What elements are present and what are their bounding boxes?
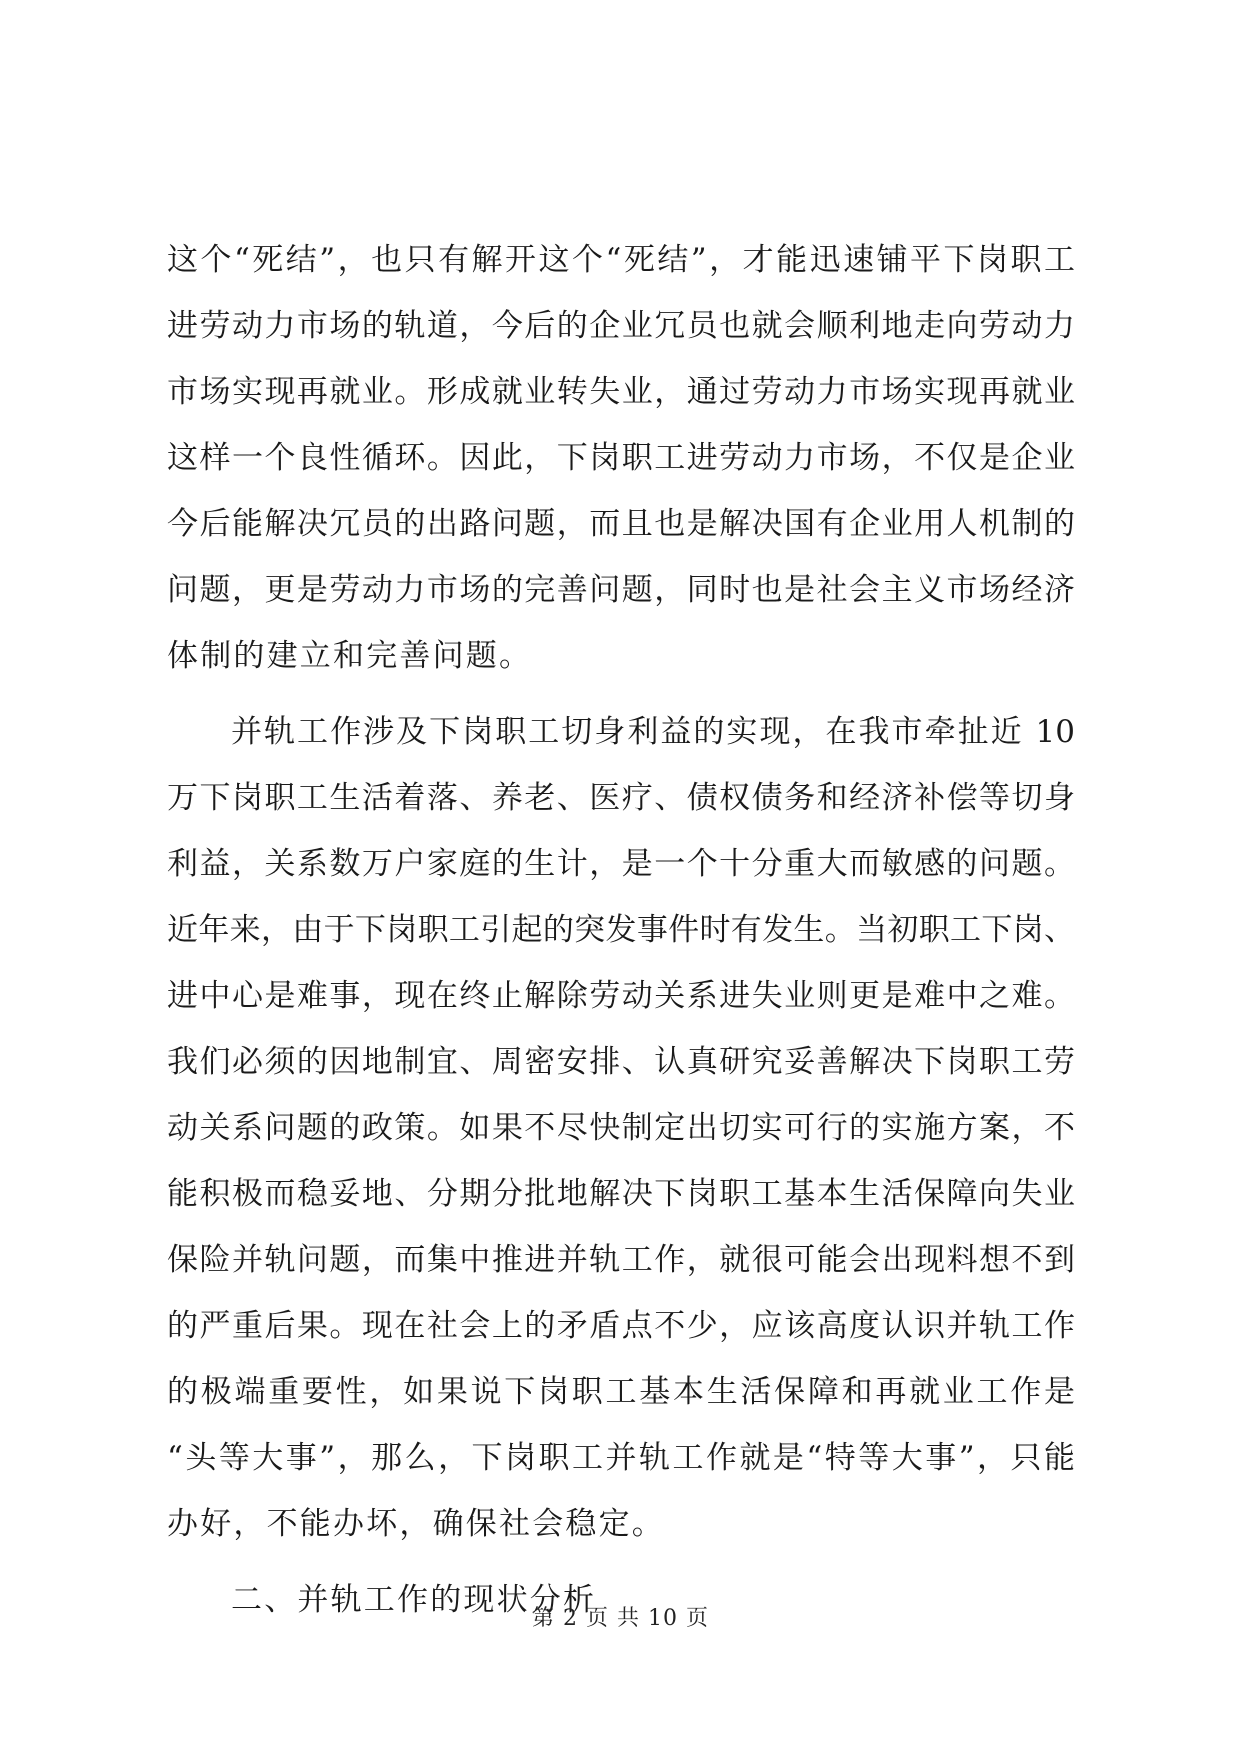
text-line: 的严重后果。现在社会上的矛盾点不少，应该高度认识并轨工作 bbox=[167, 1308, 1075, 1344]
text-line: 我们必须的因地制宜、周密安排、认真研究妥善解决下岗职工劳 bbox=[167, 1044, 1075, 1080]
text-line: 今后能解决冗员的出路问题，而且也是解决国有企业用人机制的 bbox=[167, 506, 1075, 542]
page-number-footer: 第 2 页 共 10 页 bbox=[532, 1606, 709, 1631]
text-line: 进中心是难事，现在终止解除劳动关系进失业则更是难中之难。 bbox=[167, 978, 1075, 1014]
paragraph-1 bbox=[167, 227, 1075, 689]
text-line: 万下岗职工生活着落、养老、医疗、债权债务和经济补偿等切身 bbox=[167, 780, 1075, 816]
text-line: 保险并轨问题，而集中推进并轨工作，就很可能会出现料想不到 bbox=[167, 1242, 1075, 1278]
text-line: 体制的建立和完善问题。 bbox=[167, 638, 533, 674]
heading-line: 二、并轨工作的现状分析 bbox=[231, 1582, 597, 1618]
paragraph-2 bbox=[167, 699, 1075, 1557]
text-line: 市场实现再就业。形成就业转失业，通过劳动力市场实现再就业 bbox=[167, 374, 1075, 410]
text-line: 进劳动力市场的轨道，今后的企业冗员也就会顺利地走向劳动力 bbox=[167, 308, 1075, 344]
text-line: “头等大事”，那么，下岗职工并轨工作就是“特等大事”，只能 bbox=[167, 1440, 1075, 1476]
text-line: 利益，关系数万户家庭的生计，是一个十分重大而敏感的问题。 bbox=[167, 846, 1075, 882]
text-line: 能积极而稳妥地、分期分批地解决下岗职工基本生活保障向失业 bbox=[167, 1176, 1075, 1212]
text-line: 并轨工作涉及下岗职工切身利益的实现，在我市牵扯近 10 bbox=[231, 714, 1075, 750]
document-body bbox=[167, 227, 1075, 1633]
text-line: 这样一个良性循环。因此，下岗职工进劳动力市场，不仅是企业 bbox=[167, 440, 1075, 476]
text-line: 的极端重要性，如果说下岗职工基本生活保障和再就业工作是 bbox=[167, 1374, 1075, 1410]
text-line: 近年来，由于下岗职工引起的突发事件时有发生。当初职工下岗、 bbox=[167, 912, 1075, 948]
text-line: 问题，更是劳动力市场的完善问题，同时也是社会主义市场经济 bbox=[167, 572, 1075, 608]
text-line: 动关系问题的政策。如果不尽快制定出切实可行的实施方案，不 bbox=[167, 1110, 1075, 1146]
text-line: 办好，不能办坏，确保社会稳定。 bbox=[167, 1506, 665, 1542]
paragraph-gap bbox=[167, 1557, 1075, 1567]
text-line: 这个“死结”，也只有解开这个“死结”，才能迅速铺平下岗职工 bbox=[167, 242, 1075, 278]
paragraph-gap bbox=[167, 689, 1075, 699]
